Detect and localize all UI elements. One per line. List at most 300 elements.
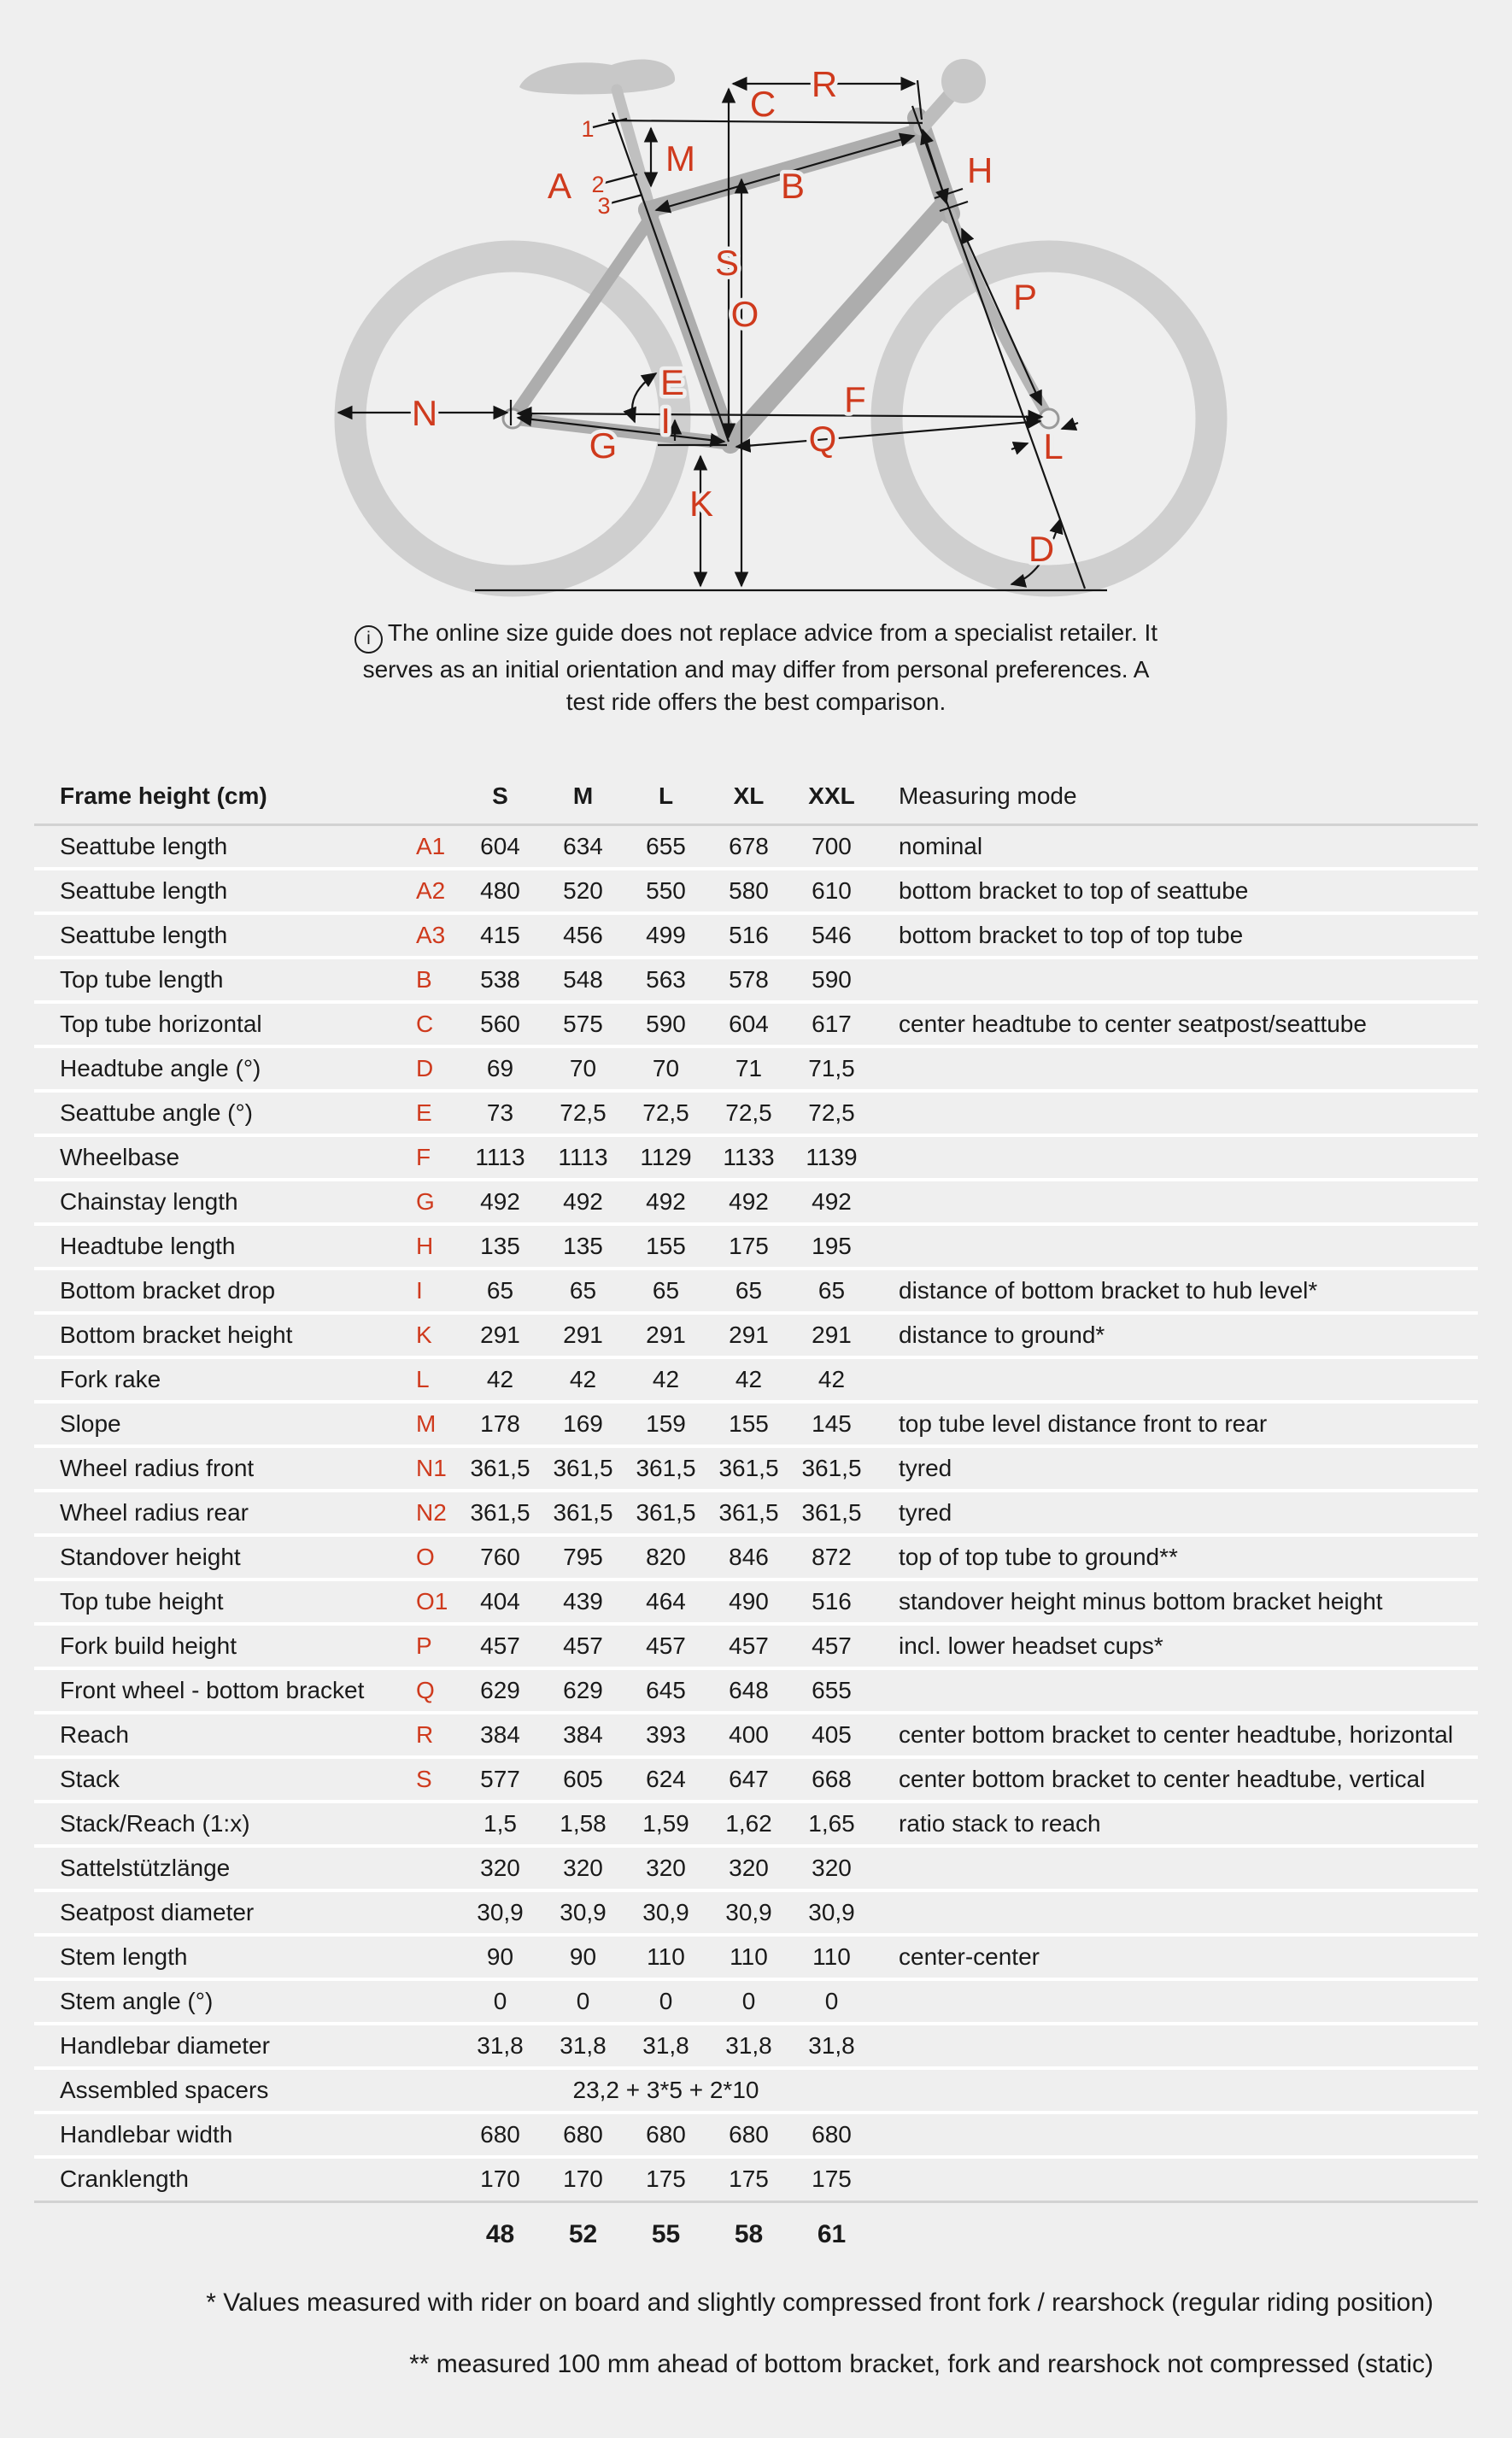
cell-value: 155 — [646, 1232, 686, 1259]
cell-value: 70 — [652, 1054, 680, 1081]
cell-value: 31,8 — [560, 2031, 607, 2059]
cell-value: 516 — [729, 921, 769, 948]
row-label: Wheel radius front — [60, 1454, 255, 1481]
diagram-label-K: K — [689, 483, 714, 524]
frame-size-cm: 48 — [485, 2219, 515, 2248]
measuring-mode: incl. lower headset cups* — [899, 1632, 1163, 1659]
measuring-mode: top tube level distance front to rear — [899, 1409, 1268, 1437]
cell-value: 72,5 — [725, 1099, 772, 1126]
cell-value: 72,5 — [808, 1099, 855, 1126]
cell-value: 291 — [480, 1321, 520, 1348]
cell-value: 69 — [486, 1054, 514, 1081]
bike-diagram-svg — [0, 0, 1512, 624]
cell-value: 291 — [646, 1321, 686, 1348]
cell-value: 0 — [741, 1987, 756, 2014]
table-row — [34, 1626, 1478, 1670]
table-row — [34, 870, 1478, 915]
table-row — [34, 1004, 1478, 1048]
row-letter: K — [416, 1321, 432, 1348]
cell-value: 680 — [646, 2120, 686, 2148]
table-row — [34, 1448, 1478, 1492]
arrow-G — [518, 418, 724, 442]
cell-value: 457 — [812, 1632, 852, 1659]
cell-value: 110 — [812, 1943, 851, 1970]
diagram-label-G: G — [589, 425, 618, 466]
diagram-label-M: M — [665, 138, 695, 179]
cell-value: 65 — [818, 1276, 846, 1304]
footnote-double-asterisk: ** measured 100 mm ahead of bottom bracket, fork and rearshock not compressed (static) — [409, 2349, 1433, 2378]
cell-value: 492 — [812, 1187, 852, 1215]
frame-size-cm: 58 — [734, 2219, 764, 2248]
cell-value: 655 — [646, 832, 686, 859]
cell-value: 0 — [824, 1987, 839, 2014]
handlebar-grip — [941, 59, 986, 103]
frame-size-cm: 55 — [651, 2219, 681, 2248]
table-row — [34, 1270, 1478, 1315]
row-label: Chainstay length — [60, 1187, 238, 1215]
row-label: Stack/Reach (1:x) — [60, 1809, 250, 1837]
cell-value: 1,65 — [808, 1809, 855, 1837]
row-label: Wheel radius rear — [60, 1498, 249, 1526]
cell-value: 405 — [812, 1720, 852, 1748]
cell-value: 548 — [563, 965, 603, 993]
cell-value: 175 — [729, 1232, 769, 1259]
diagram-label-1: 1 — [581, 116, 595, 142]
cell-value: 492 — [480, 1187, 520, 1215]
table-row — [34, 1359, 1478, 1404]
measuring-mode: nominal — [899, 832, 983, 859]
measuring-mode: tyred — [899, 1454, 952, 1481]
table-row — [34, 1848, 1478, 1892]
cell-value: 291 — [729, 1321, 769, 1348]
cell-value: 73 — [486, 1099, 514, 1126]
cell-value: 457 — [563, 1632, 603, 1659]
cell-value: 65 — [569, 1276, 597, 1304]
cell-value: 872 — [812, 1543, 852, 1570]
table-row — [34, 1048, 1478, 1093]
table-row — [34, 1759, 1478, 1803]
cell-value: 159 — [646, 1409, 686, 1437]
cell-value: 170 — [563, 2165, 603, 2192]
diagram-label-Q: Q — [808, 419, 837, 459]
row-label: Stem angle (°) — [60, 1987, 214, 2014]
table-row — [34, 1937, 1478, 1981]
measuring-mode: ratio stack to reach — [899, 1809, 1101, 1837]
measuring-mode: bottom bracket to top of top tube — [899, 921, 1244, 948]
table-row — [34, 1181, 1478, 1226]
table-row — [34, 1981, 1478, 2025]
table-row — [34, 2159, 1478, 2203]
diagram-label-A: A — [547, 166, 572, 206]
cell-value: 42 — [735, 1365, 763, 1392]
cell-value: 65 — [652, 1276, 680, 1304]
cell-value: 195 — [812, 1232, 852, 1259]
cell-value: 31,8 — [642, 2031, 689, 2059]
front-hub — [1040, 409, 1058, 428]
cell-value: 1,62 — [725, 1809, 772, 1837]
row-letter: M — [416, 1409, 437, 1437]
row-letter: E — [416, 1099, 432, 1126]
diagram-label-D: D — [1028, 529, 1055, 569]
row-label: Headtube length — [60, 1232, 236, 1259]
row-label: Headtube angle (°) — [60, 1054, 261, 1081]
row-label: Slope — [60, 1409, 121, 1437]
cell-value: 175 — [646, 2165, 686, 2192]
row-letter: A1 — [416, 832, 446, 859]
cell-value: 291 — [812, 1321, 852, 1348]
table-row — [34, 2070, 1478, 2114]
cell-value: 90 — [486, 1943, 514, 1970]
table-row — [34, 826, 1478, 870]
cell-value: 404 — [480, 1587, 520, 1615]
cell-value: 578 — [729, 965, 769, 993]
row-label: Seattube length — [60, 921, 228, 948]
header-size-s: S — [492, 782, 508, 809]
cell-value: 645 — [646, 1676, 686, 1703]
cell-value: 135 — [563, 1232, 603, 1259]
row-letter: N2 — [416, 1498, 447, 1526]
row-letter: D — [416, 1054, 434, 1081]
cell-value: 492 — [646, 1187, 686, 1215]
cell-value: 560 — [480, 1010, 520, 1037]
row-label: Top tube length — [60, 965, 224, 993]
cell-value: 492 — [729, 1187, 769, 1215]
cell-value: 490 — [729, 1587, 769, 1615]
cell-value: 361,5 — [470, 1498, 530, 1526]
cell-value: 668 — [812, 1765, 852, 1792]
header-size-l: L — [658, 782, 674, 809]
cell-value: 516 — [812, 1587, 852, 1615]
cell-value: 178 — [480, 1409, 520, 1437]
measuring-mode: distance of bottom bracket to hub level* — [899, 1276, 1318, 1304]
table-row — [34, 1581, 1478, 1626]
diagram-label-2: 2 — [591, 172, 605, 197]
cell-value: 361,5 — [718, 1498, 779, 1526]
cell-value: 846 — [729, 1543, 769, 1570]
cell-value: 110 — [730, 1943, 768, 1970]
saddle — [519, 60, 675, 95]
cell-value: 1,59 — [642, 1809, 689, 1837]
cell-value: 629 — [563, 1676, 603, 1703]
cell-value: 42 — [569, 1365, 597, 1392]
table-row — [34, 1670, 1478, 1714]
cell-value: 145 — [812, 1409, 852, 1437]
cell-value: 135 — [480, 1232, 520, 1259]
frame-size-cm: 61 — [817, 2219, 847, 2248]
row-label: Fork rake — [60, 1365, 161, 1392]
cell-value: 439 — [563, 1587, 603, 1615]
measuring-mode: top of top tube to ground** — [899, 1543, 1178, 1570]
cell-value: 361,5 — [470, 1454, 530, 1481]
info-icon-char: i — [366, 629, 371, 648]
row-label: Fork build height — [60, 1632, 237, 1659]
cell-value: 175 — [729, 2165, 769, 2192]
cell-value: 384 — [563, 1720, 603, 1748]
cell-value: 678 — [729, 832, 769, 859]
note-line-3: test ride offers the best comparison. — [566, 688, 946, 715]
row-label: Handlebar diameter — [60, 2031, 270, 2059]
tick-3 — [610, 195, 642, 203]
cell-value: 520 — [563, 876, 603, 904]
cell-value: 361,5 — [636, 1498, 696, 1526]
cell-value: 291 — [563, 1321, 603, 1348]
diagram-label-L: L — [1043, 426, 1064, 466]
row-letter: A3 — [416, 921, 446, 948]
diagram-label-I: I — [660, 401, 671, 441]
arrow-L-right — [1062, 423, 1078, 429]
cell-value: 31,8 — [808, 2031, 855, 2059]
cell-value: 634 — [563, 832, 603, 859]
row-letter: S — [416, 1765, 432, 1792]
cell-value: 680 — [563, 2120, 603, 2148]
cell-value: 71 — [735, 1054, 763, 1081]
cell-value: 361,5 — [636, 1454, 696, 1481]
cell-value: 30,9 — [642, 1898, 689, 1925]
row-letter: O — [416, 1543, 435, 1570]
cell-value: 42 — [652, 1365, 680, 1392]
cell-value: 415 — [480, 921, 520, 948]
cell-value: 155 — [729, 1409, 769, 1437]
cell-value: 169 — [563, 1409, 603, 1437]
row-label: Seattube length — [60, 876, 228, 904]
cell-value: 629 — [480, 1676, 520, 1703]
row-letter: O1 — [416, 1587, 448, 1615]
cell-value: 604 — [480, 832, 520, 859]
measuring-mode: center bottom bracket to center headtube, horizontal — [899, 1720, 1454, 1748]
table-row — [34, 1714, 1478, 1759]
cell-value: 0 — [493, 1987, 507, 2014]
cell-value: 499 — [646, 921, 686, 948]
cell-value: 175 — [812, 2165, 852, 2192]
cell-value: 680 — [480, 2120, 520, 2148]
diagram-label-C: C — [749, 84, 777, 124]
row-letter: R — [416, 1720, 434, 1748]
seatpost — [617, 90, 649, 205]
cell-value: 30,9 — [477, 1898, 524, 1925]
cell-value: 575 — [563, 1010, 603, 1037]
cell-value: 361,5 — [718, 1454, 779, 1481]
diagram-label-N: N — [411, 393, 438, 433]
table-body — [34, 826, 1478, 2203]
table-row — [34, 1404, 1478, 1448]
cell-value: 361,5 — [801, 1498, 862, 1526]
cell-value: 72,5 — [560, 1099, 607, 1126]
cell-value: 492 — [563, 1187, 603, 1215]
measuring-mode: center bottom bracket to center headtube, vertical — [899, 1765, 1426, 1792]
chainstay — [513, 419, 729, 443]
note-line-1 — [329, 617, 1183, 653]
diagram-label-R: R — [811, 64, 838, 104]
cell-value: 1,5 — [483, 1809, 517, 1837]
table-row — [34, 959, 1478, 1004]
cell-value: 65 — [486, 1276, 514, 1304]
header-frame-height: Frame height (cm) — [60, 782, 267, 809]
cell-value: 546 — [812, 921, 852, 948]
cell-value: 550 — [646, 876, 686, 904]
cell-value: 647 — [729, 1765, 769, 1792]
row-label: Assembled spacers — [60, 2076, 269, 2103]
row-letter: A2 — [416, 876, 446, 904]
cell-value: 680 — [812, 2120, 852, 2148]
cell-value: 456 — [563, 921, 603, 948]
cell-value: 760 — [480, 1543, 520, 1570]
row-label: Top tube horizontal — [60, 1010, 262, 1037]
cell-value: 31,8 — [725, 2031, 772, 2059]
cell-value: 604 — [729, 1010, 769, 1037]
cell-value: 0 — [659, 1987, 673, 2014]
cell-value: 71,5 — [808, 1054, 855, 1081]
row-label: Bottom bracket height — [60, 1321, 293, 1348]
geometry-diagram — [0, 0, 1512, 624]
bike-wheels — [350, 256, 1211, 581]
diagram-label-S: S — [714, 243, 740, 283]
diagram-label-F: F — [844, 379, 866, 419]
cell-value: 605 — [563, 1765, 603, 1792]
arrow-L-left — [1011, 443, 1028, 449]
table-row — [34, 2025, 1478, 2070]
cell-value: 361,5 — [553, 1498, 613, 1526]
header-size-xl: XL — [733, 782, 765, 809]
cell-value: 457 — [480, 1632, 520, 1659]
cell-value: 110 — [647, 1943, 685, 1970]
cell-value: 384 — [480, 1720, 520, 1748]
table-row — [34, 1803, 1478, 1848]
measuring-mode: standover height minus bottom bracket height — [899, 1587, 1383, 1615]
cell-value: 1113 — [558, 1143, 608, 1170]
row-label: Bottom bracket drop — [60, 1276, 276, 1304]
cell-value: 320 — [729, 1854, 769, 1881]
diagram-labels — [412, 64, 1064, 569]
row-letter: F — [416, 1143, 431, 1170]
cell-value: 30,9 — [808, 1898, 855, 1925]
table-row — [34, 2114, 1478, 2159]
cell-value: 464 — [646, 1587, 686, 1615]
cell-value: 31,8 — [477, 2031, 524, 2059]
table-row — [34, 915, 1478, 959]
table-row — [34, 1093, 1478, 1137]
footnotes — [0, 2289, 1512, 2379]
diagram-label-E: E — [659, 362, 685, 402]
cell-value: 1139 — [806, 1143, 858, 1170]
cell-value: 590 — [646, 1010, 686, 1037]
cell-value: 480 — [480, 876, 520, 904]
diagram-label-3: 3 — [597, 193, 611, 219]
note-text-1: The online size guide does not replace advice from a specialist retailer. It — [387, 619, 1158, 646]
frame-size-cm: 52 — [568, 2219, 598, 2248]
row-letter: C — [416, 1010, 434, 1037]
measuring-mode: distance to ground* — [899, 1321, 1105, 1348]
cell-value: 70 — [569, 1054, 597, 1081]
cell-value: 1133 — [723, 1143, 775, 1170]
cell-value: 42 — [486, 1365, 514, 1392]
cell-value: 65 — [735, 1276, 763, 1304]
row-label: Stem length — [60, 1943, 188, 1970]
diagram-label-O: O — [730, 294, 759, 334]
row-label: Wheelbase — [60, 1143, 180, 1170]
measuring-mode: bottom bracket to top of seattube — [899, 876, 1249, 904]
row-label: Sattelstützlänge — [60, 1854, 231, 1881]
row-letter: I — [416, 1276, 423, 1304]
cell-value: 820 — [646, 1543, 686, 1570]
row-label: Stack — [60, 1765, 120, 1792]
table-row — [34, 1537, 1478, 1581]
cell-value: 320 — [563, 1854, 603, 1881]
cell-value: 320 — [646, 1854, 686, 1881]
cell-value: 361,5 — [553, 1454, 613, 1481]
header-size-xxl: XXL — [808, 782, 855, 809]
diagram-label-H: H — [967, 150, 993, 190]
cell-value: 30,9 — [725, 1898, 772, 1925]
row-letter: B — [416, 965, 432, 993]
cell-value: 457 — [729, 1632, 769, 1659]
measuring-mode: center headtube to center seatpost/seattube — [899, 1010, 1367, 1037]
table-row — [34, 1137, 1478, 1181]
measuring-mode: center-center — [899, 1943, 1040, 1970]
footnote-single-asterisk: * Values measured with rider on board and slightly compressed front fork / rearshock (regular riding position) — [206, 2288, 1433, 2317]
cell-value: 1,58 — [560, 1809, 607, 1837]
row-letter: P — [416, 1632, 432, 1659]
table-row — [34, 1492, 1478, 1537]
cell-value: 617 — [812, 1010, 852, 1037]
cell-value: 320 — [480, 1854, 520, 1881]
row-label: Seatpost diameter — [60, 1898, 255, 1925]
cell-value: 577 — [480, 1765, 520, 1792]
row-label: Front wheel - bottom bracket — [60, 1676, 365, 1703]
cell-value: 320 — [812, 1854, 852, 1881]
cell-value: 655 — [812, 1676, 852, 1703]
row-label: Standover height — [60, 1543, 241, 1570]
row-letter: H — [416, 1232, 434, 1259]
table-row — [34, 1315, 1478, 1359]
cell-value-merged: 23,2 + 3*5 + 2*10 — [572, 2076, 759, 2103]
cell-value: 170 — [480, 2165, 520, 2192]
cell-value: 72,5 — [642, 1099, 689, 1126]
tick-2 — [605, 174, 637, 183]
cell-value: 1129 — [640, 1143, 692, 1170]
cell-value: 42 — [818, 1365, 846, 1392]
header-size-m: M — [572, 782, 594, 809]
cell-value: 700 — [812, 832, 852, 859]
cell-value: 795 — [563, 1543, 603, 1570]
table-row — [34, 1892, 1478, 1937]
row-letter: L — [416, 1365, 430, 1392]
cell-value: 680 — [729, 2120, 769, 2148]
cell-value: 624 — [646, 1765, 686, 1792]
cell-value: 0 — [576, 1987, 590, 2014]
row-label: Top tube height — [60, 1587, 224, 1615]
cell-value: 90 — [569, 1943, 597, 1970]
info-icon — [355, 625, 383, 653]
row-label: Cranklength — [60, 2165, 189, 2192]
row-letter: Q — [416, 1676, 435, 1703]
row-label: Seattube angle (°) — [60, 1099, 254, 1126]
cell-value: 1113 — [475, 1143, 525, 1170]
cell-value: 30,9 — [560, 1898, 607, 1925]
cell-value: 400 — [729, 1720, 769, 1748]
geometry-table — [34, 759, 1478, 2266]
table-header-row — [34, 759, 1478, 826]
note-line-2: serves as an initial orientation and may differ from personal preferences. A — [362, 655, 1150, 683]
arrow-F — [518, 413, 1042, 417]
cell-value: 590 — [812, 965, 852, 993]
cell-value: 457 — [646, 1632, 686, 1659]
row-letter: G — [416, 1187, 435, 1215]
row-label: Seattube length — [60, 832, 228, 859]
cell-value: 648 — [729, 1676, 769, 1703]
cell-value: 563 — [646, 965, 686, 993]
size-guide-note — [329, 617, 1183, 718]
diagram-label-B: B — [780, 166, 806, 206]
